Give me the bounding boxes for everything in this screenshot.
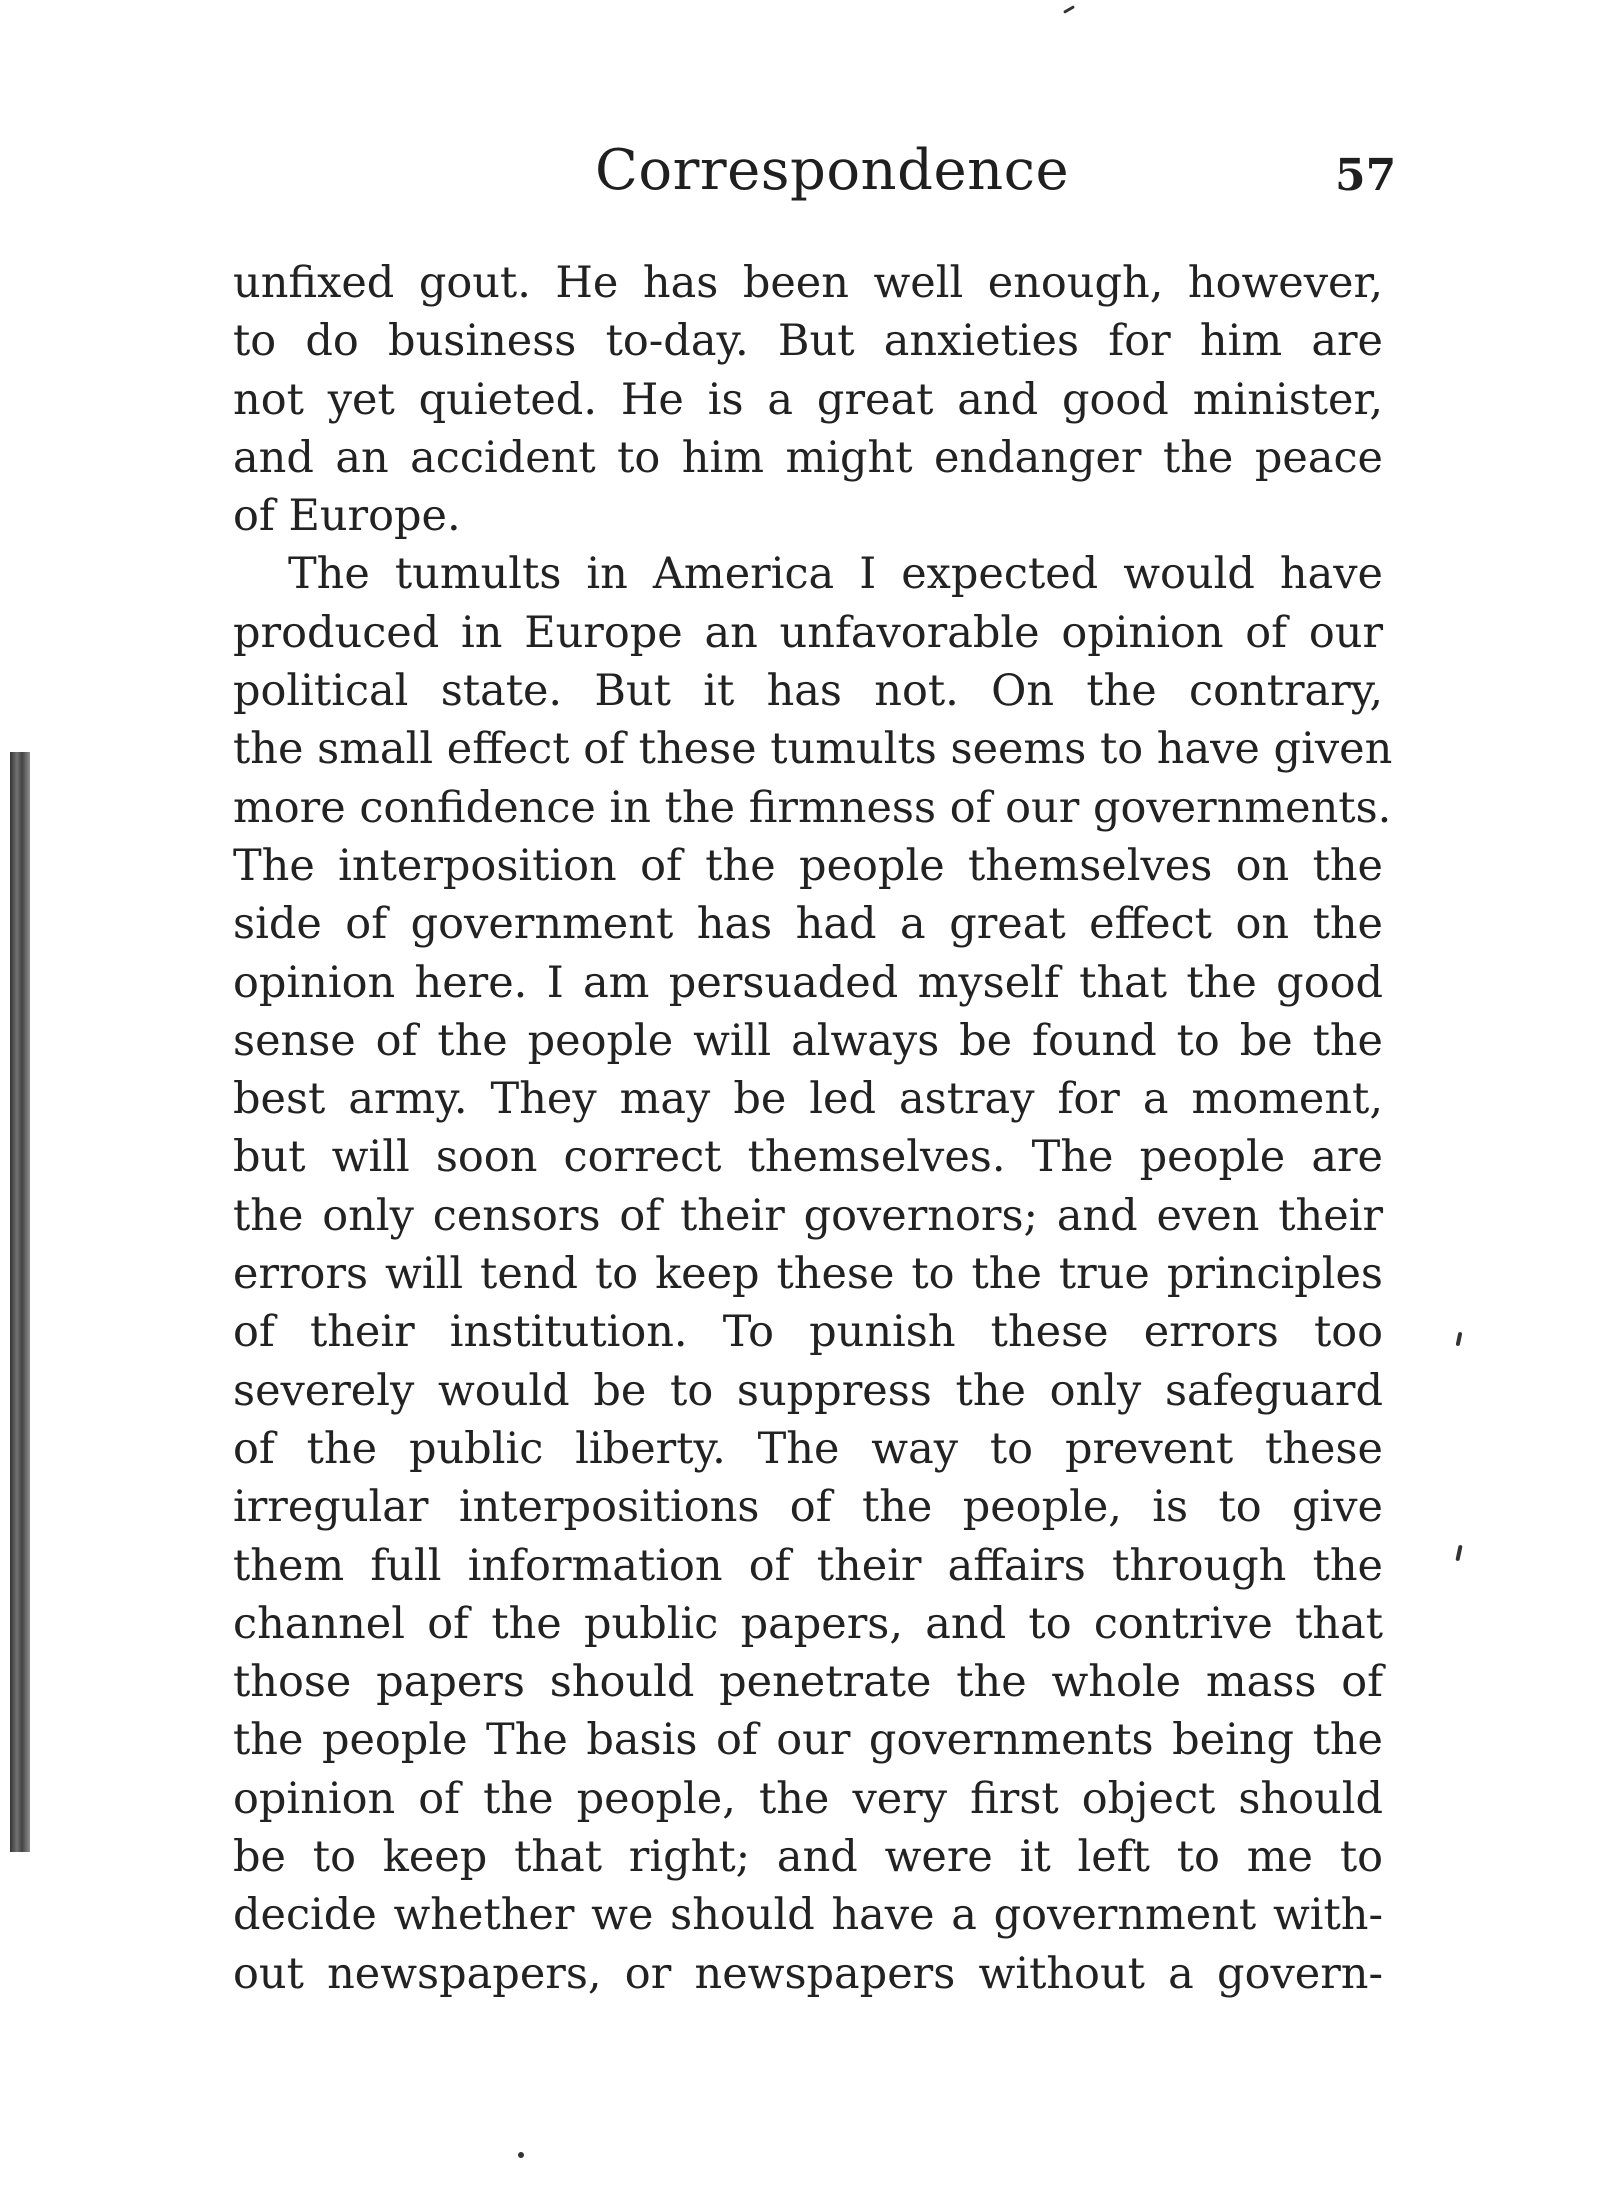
text-line: political state. But it has not. On the contrary, [233,666,1383,717]
text-line: best army. They may be led astray for a moment, [233,1074,1383,1125]
text-line: of the public liberty. The way to prevent these [233,1423,1383,1474]
text-line: them full information of their affairs through the [233,1540,1383,1591]
text-line: unfixed gout. He has been well enough, however, [233,258,1383,308]
text-line: and an accident to him might endanger the peace [233,432,1383,483]
text-line: but will soon correct themselves. The people are [233,1132,1383,1183]
text-line: severely would be to suppress the only safeguard [233,1365,1383,1416]
text-line: of their institution. To punish these errors too [233,1307,1383,1358]
text-line: the small effect of these tumults seems to have given [233,724,1393,775]
text-line: those papers should penetrate the whole mass of [233,1657,1383,1708]
text-line: irregular interpositions of the people, is to give [233,1482,1383,1533]
text-line: the people The basis of our governments being the [233,1715,1383,1766]
scan-edge-shadow [10,752,30,1852]
text-line: be to keep that right; and were it left to me to [233,1832,1383,1883]
margin-mark [1456,1332,1463,1347]
text-line: more confidence in the firmness of our governments. [233,782,1392,833]
text-line: sense of the people will always be found to be the [233,1015,1383,1066]
text-line: to do business to-day. But anxieties for him are [233,316,1383,367]
page-number: 57 [1335,150,1397,201]
text-line: errors will tend to keep these to the true principles [233,1249,1383,1300]
text-line: not yet quieted. He is a great and good minister, [233,374,1383,425]
text-line: opinion of the people, the very first object should [233,1773,1383,1824]
text-line: channel of the public papers, and to contrive that [233,1598,1383,1649]
text-line: the only censors of their governors; and even their [233,1190,1383,1241]
text-line: side of government has had a great effect on the [233,899,1383,950]
text-line: The tumults in America I expected would have [288,549,1383,600]
text-line: decide whether we should have a government with- [233,1890,1383,1941]
text-line: of Europe. [233,491,461,542]
text-line: opinion here. I am persuaded myself that the good [233,957,1383,1008]
scan-speck [518,2152,524,2158]
text-line: The interposition of the people themselves on the [233,840,1383,891]
body-text [233,254,1393,2003]
text-line: produced in Europe an unfavorable opinion of our [233,607,1383,658]
scan-speck [1063,5,1075,14]
margin-mark [1455,1545,1462,1561]
running-head: Correspondence [595,138,1070,203]
text-line: out newspapers, or newspapers without a govern- [233,1948,1383,1999]
